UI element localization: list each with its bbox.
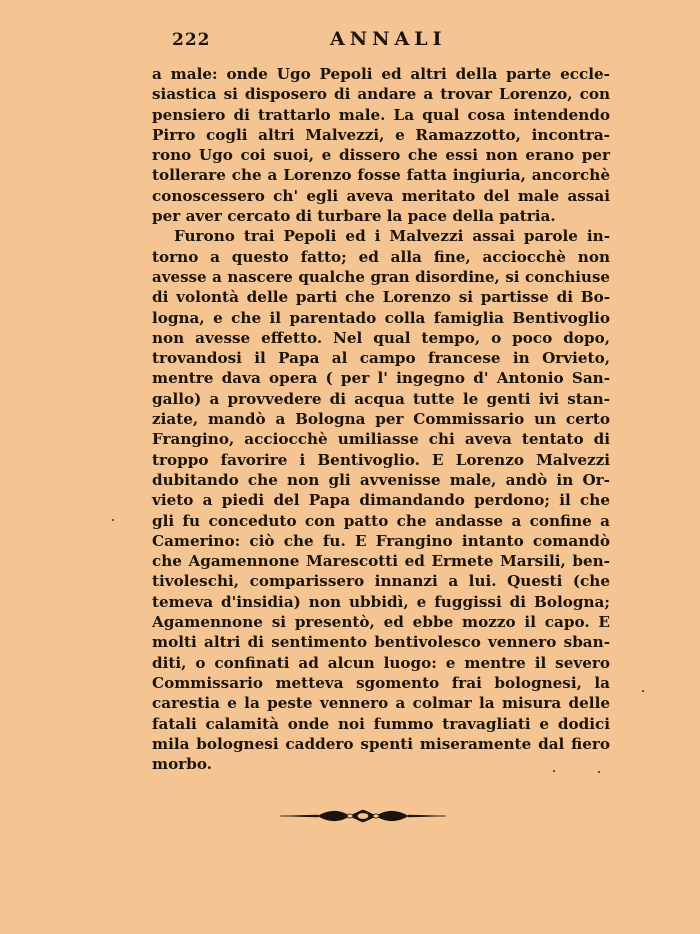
ink-speck: [642, 690, 644, 692]
text-line: Frangino, acciocchè umiliasse chi aveva tentato di: [152, 430, 610, 449]
ink-speck: [553, 770, 555, 772]
text-line: diti, o confinati ad alcun luogo: e mentre il severo: [152, 653, 610, 672]
text-line: rono Ugo coi suoi, e dissero che essi non erano per: [152, 146, 610, 165]
text-line: trovandosi il Papa al campo francese in Orvieto,: [152, 349, 610, 368]
text-line: logna, e che il parentado colla famiglia Bentivoglio: [152, 308, 610, 327]
text-line: Pirro cogli altri Malvezzi, e Ramazzotto, incontra-: [152, 125, 610, 144]
text-line: pensiero di trattarlo male. La qual cosa intendendo: [152, 105, 610, 124]
text-line: tollerare che a Lorenzo fosse fatta ingiuria, ancorchè: [152, 166, 610, 185]
text-line: tivoleschi, comparissero innanzi a lui. Questi (che: [152, 572, 610, 591]
text-line: a male: onde Ugo Pepoli ed altri della parte eccle-: [152, 65, 610, 83]
text-line: Agamennone si presentò, ed ebbe mozzo il capo. E: [152, 613, 610, 632]
text-line: Commissario metteva sgomento frai bolognesi, la: [152, 673, 610, 692]
printer-ornament-flourish-icon: [278, 806, 448, 826]
ornament-svg: [278, 806, 448, 826]
text-line: di volontà delle parti che Lorenzo si partisse di Bo-: [152, 288, 610, 307]
ink-speck: [598, 771, 600, 773]
text-line: fatali calamità onde noi fummo travagliati e dodici: [152, 714, 610, 733]
text-line: mila bolognesi caddero spenti miseramente dal fiero: [152, 734, 610, 753]
text-line: avesse a nascere qualche gran disordine, si conchiuse: [152, 267, 610, 286]
text-line: morbo.: [152, 755, 212, 774]
text-line: vieto a piedi del Papa dimandando perdono; il che: [152, 491, 610, 510]
text-line: conoscessero ch' egli aveva meritato del male assai: [152, 186, 610, 205]
text-line: Furono trai Pepoli ed i Malvezzi assai parole in-: [174, 227, 610, 246]
text-line: non avesse effetto. Nel qual tempo, o poco dopo,: [152, 328, 610, 347]
text-line: troppo favorire i Bentivoglio. E Lorenzo Malvezzi: [152, 450, 610, 469]
text-line: per aver cercato di turbare la pace della patria.: [152, 207, 556, 226]
text-line: che Agamennone Marescotti ed Ermete Marsili, ben-: [152, 552, 610, 571]
running-head: ANNALI: [330, 28, 447, 50]
text-line: carestia e la peste vennero a colmar la misura delle: [152, 694, 610, 713]
text-line: temeva d'insidia) non ubbidì, e fuggissi di Bologna;: [152, 592, 610, 611]
text-line: gallo) a provvedere di acqua tutte le genti ivi stan-: [152, 389, 610, 408]
body-text: [152, 64, 610, 774]
text-line: molti altri di sentimento bentivolesco vennero sban-: [152, 633, 610, 652]
text-line: torno a questo fatto; ed alla fine, acciocchè non: [152, 247, 610, 266]
page-header: [172, 28, 612, 54]
text-line: siastica si disposero di andare a trovar Lorenzo, con: [152, 85, 610, 104]
text-line: gli fu conceduto con patto che andasse a confine a: [152, 511, 610, 530]
text-line: dubitando che non gli avvenisse male, andò in Or-: [152, 470, 610, 489]
text-line: Camerino: ciò che fu. E Frangino intanto comandò: [152, 531, 610, 550]
text-line: mentre dava opera ( per l' ingegno d' Antonio San-: [152, 369, 610, 388]
text-line: ziate, mandò a Bologna per Commissario un certo: [152, 410, 610, 429]
page-number: 222: [172, 30, 211, 50]
ink-speck: [112, 519, 114, 521]
